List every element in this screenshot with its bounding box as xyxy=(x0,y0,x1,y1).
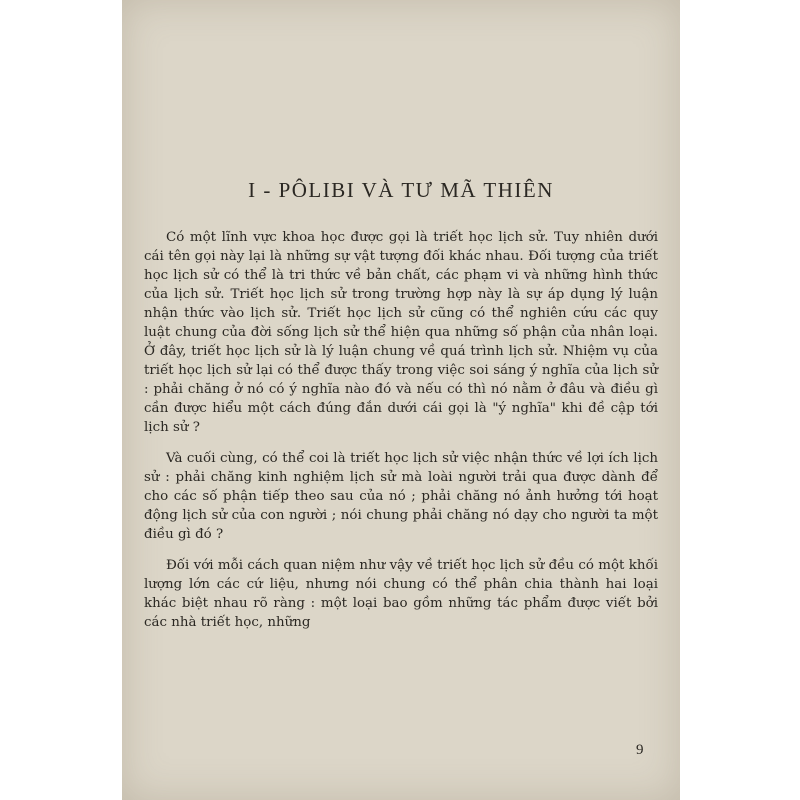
book-page xyxy=(122,0,680,800)
paragraph-3: Đối với mỗi cách quan niệm như vậy về triết học lịch sử đều có một khối lượng lớn các cứ liệu, nhưng nói chung có thể phân chia thành hai loại khác biệt nhau rõ ràng : một loại bao gồm những tác phẩm được viết bởi các nhà triết học, những xyxy=(144,558,658,630)
paragraph-2: Và cuối cùng, có thể coi là triết học lịch sử việc nhận thức về lợi ích lịch sử : phải chăng kinh nghiệm lịch sử mà loài người trải qua được dành để cho các số phận tiếp theo sau của nó ; phải chăng nó ảnh hưởng tới hoạt động lịch sử của con người ; nói chung phải chăng nó dạy cho người ta một điều gì đó ? xyxy=(144,451,658,542)
page-number: 9 xyxy=(636,742,644,758)
chapter-heading: I - PÔLIBI VÀ TƯ MÃ THIÊN xyxy=(248,178,554,202)
paragraph-1: Có một lĩnh vực khoa học được gọi là triết học lịch sử. Tuy nhiên dưới cái tên gọi này lại là những sự vật tượng đối khác nhau. Đối tượng của triết học lịch sử có thể là tri thức về bản chất, các phạm vi và những hình thức của lịch sử. Triết học lịch sử trong trường hợp này là sự áp dụng lý luận nhận thức vào lịch sử. Triết học lịch sử cũng có thể nghiên cứu các quy luật chung của đời sống lịch sử thể hiện qua những số phận của nhân loại. Ở đây, triết học lịch sử là lý luận chung về quá trình lịch sử. Nhiệm vụ của triết học lịch sử lại có thể được thấy trong việc soi sáng ý nghĩa của lịch sử : phải chăng ở nó có ý nghĩa nào đó và nếu có thì nó nằm ở đâu và điều gì cần được hiểu một cách đúng đắn dưới cái gọi là "ý nghĩa" khi đề cập tới lịch sử ? xyxy=(144,230,658,435)
body-text xyxy=(144,228,658,644)
